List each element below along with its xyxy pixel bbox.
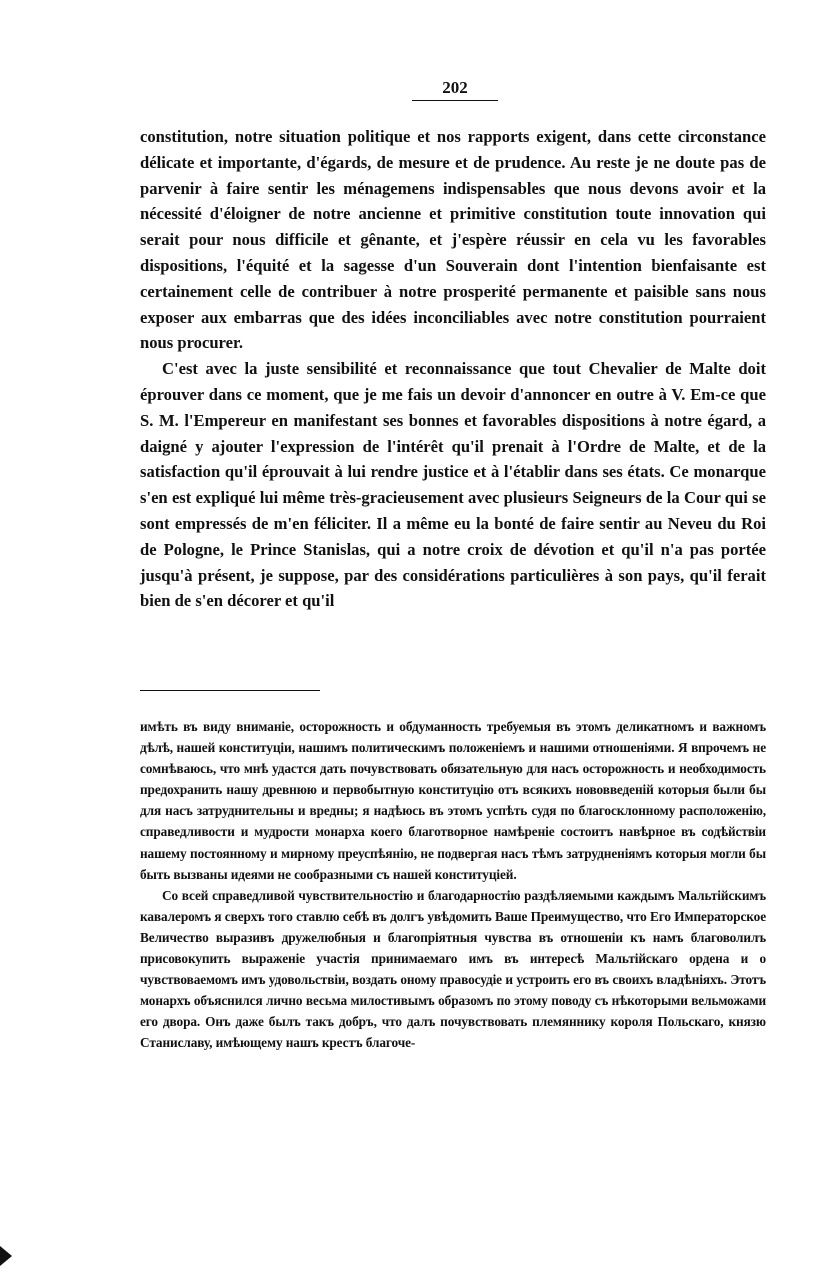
footnote-paragraph-1: имѣть въ виду вниманіе, осторожность и обдуманность требуемыя въ этомъ деликатномъ и важномъ дѣлѣ, нашей конституціи, нашимъ политическимъ положеніемъ и нашими отношеніями. Я впрочемъ не сомнѣваюсь, что мнѣ удастся дать почувствовать обязательную для насъ осторожность и необходимость предохранить нашу древнюю и первобытную конституцію отъ всякихъ нововведеній которыя были бы для насъ затруднительны и вредны; я надѣюсь въ этомъ успѣть судя по благосклонному расположенію, справедливости и мудрости монарха коего благотворное намѣреніе состоитъ навѣрное въ содѣйствіи нашему постоянному и мирному преуспѣянію, не подвергая насъ тѣмъ затрудненіямъ которыя могли бы быть вызваны идеями не сообразными съ нашей конституціей.: [140, 719, 766, 882]
main-paragraph-2: C'est avec la juste sensibilité et reconnaissance que tout Chevalier de Malte doit éprouver dans ce moment, que je me fais un devoir d'annoncer en outre à V. Em-ce que S. M. l'Empereur en manifestant ses bonnes et favorables dispositions à notre égard, a daigné y ajouter l'expression de l'intérêt qu'il prenait à l'Ordre de Malte, et de la satisfaction qu'il éprouvait à lui rendre justice et à l'établir dans ses états. Ce monarque s'en est expliqué lui même très-gracieusement avec plusieurs Seigneurs de la Cour qui se sont empressés de m'en féliciter. Il a même eu la bonté de faire sentir au Neveu du Roi de Pologne, le Prince Stanislas, qui a notre croix de dévotion et qu'il n'a pas portée jusqu'à présent, je suppose, par des considérations particulières à son pays, qu'il ferait bien de s'en décorer et qu'il: [140, 359, 766, 611]
main-text: [140, 124, 766, 614]
footnote-divider: [140, 690, 320, 691]
main-paragraph-1: constitution, notre situation politique et nos rapports exigent, dans cette circonstance délicate et importante, d'égards, de mesure et de prudence. Au reste je ne doute pas de parvenir à faire sentir les ménagemens indispensables que nous devons avoir et la nécessité d'éloigner de notre ancienne et primitive constitution toute innovation qui serait pour nous difficile et gênante, et j'espère réussir en cela vu les favorables dispositions, l'équité et la sagesse d'un Souverain dont l'intention bienfaisante est certainement celle de contribuer à notre prosperité permanente et paisible sans nous exposer aux embarras que des idées inconciliables avec notre constitution pourraient nous procurer.: [140, 127, 766, 353]
scan-edge-mark: [0, 1246, 12, 1266]
footnote-text: [140, 716, 766, 1054]
footnote-paragraph-2: Со всей справедливой чувствительностію и благодарностію раздѣляемыми каждымъ Мальтійскимъ кавалеромъ я сверхъ того ставлю себѣ въ долгъ увѣдомить Ваше Преимущество, что Его Императорское Величество выразивъ дружелюбныя и благопріятныя чувства въ отношеніи къ намъ благоволилъ присовокупить выраженіе участія принимаемаго имъ въ интересѣ Мальтійскаго ордена и о чувствоваемомъ имъ удовольствіи, воздать оному правосудіе и устроить его въ своихъ владѣніяхъ. Этотъ монархъ объяснился лично весьма милостивымъ образомъ по этому поводу съ нѣкоторыми вельможами его двора. Онъ даже былъ такъ добръ, что далъ почувствовать племяннику короля Польскаго, князю Станиславу, имѣющему нашъ крестъ благоче-: [140, 887, 766, 1051]
page-number: 202: [412, 78, 498, 101]
